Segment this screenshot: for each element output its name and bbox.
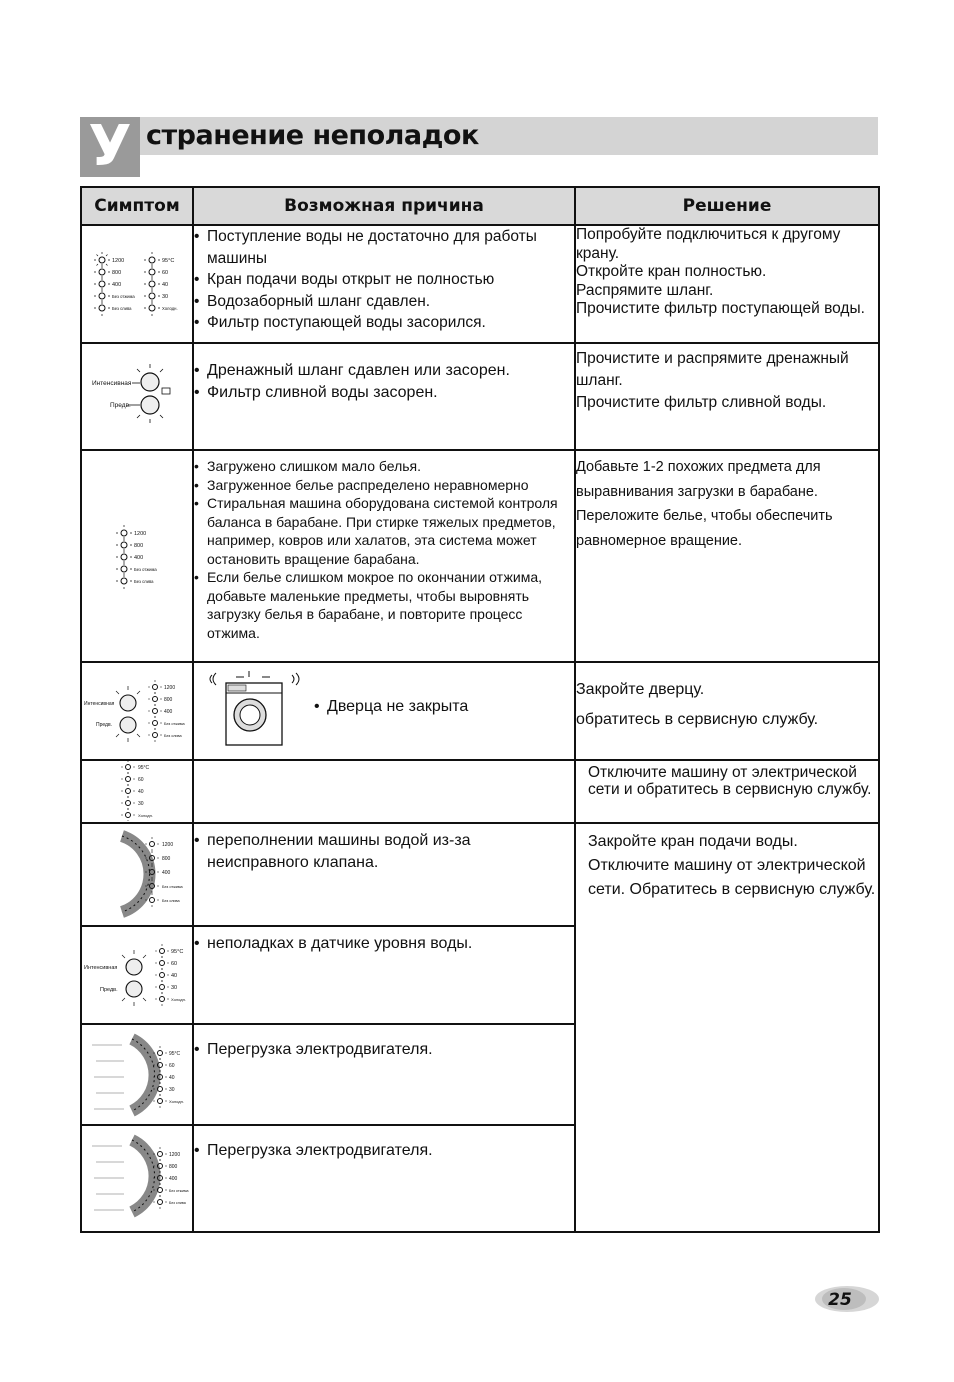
cause-item: • Дверца не закрыта (314, 697, 468, 717)
solution-line: обратитесь в сервисную службу. (576, 711, 819, 728)
table-row (81, 823, 879, 926)
cause-cell (193, 1024, 575, 1125)
led-label: 40 (169, 1075, 175, 1081)
cause-item: • Фильтр сливной воды засорен. (194, 382, 574, 404)
led-label: Холодн. (138, 813, 153, 818)
solution-line: Распрямите шланг. (576, 281, 714, 299)
led-label: 60 (162, 270, 169, 276)
led-label: 30 (169, 1087, 175, 1093)
dial-led-indicator-icon (82, 824, 190, 924)
page-title: странение неполадок (146, 120, 479, 151)
cause-cell (193, 1125, 575, 1232)
button-label: Интенсивная (84, 965, 118, 971)
led-label: 60 (138, 777, 144, 783)
symptom-cell (81, 343, 193, 450)
led-label: 400 (162, 870, 171, 876)
page-number: 25 (828, 1290, 852, 1310)
button-label: Предв. (100, 987, 118, 993)
dial-spin-icon (82, 1126, 190, 1226)
solution-line: Отключите машину от электрической сети. Обратитесь в сервисную службу. (588, 857, 876, 898)
led-label: Без отжима (134, 567, 157, 572)
led-column-left (94, 252, 110, 316)
symptom-cell (81, 1024, 193, 1125)
solution-line: Прочистите фильтр сливной воды. (576, 394, 827, 411)
led-label: 1200 (164, 685, 176, 691)
solution-line: Переложите белье, чтобы обеспечить равномерное вращение. (576, 508, 833, 549)
table-row (81, 225, 879, 343)
header-cause: Возможная причина (193, 187, 575, 225)
cause-item: • Поступление воды не достаточно для работы машины (194, 226, 574, 269)
dial-temperature-icon (82, 1025, 190, 1123)
led-label: 40 (162, 282, 169, 288)
led-label: Холодн. (169, 1099, 184, 1104)
led-label: Без отжима (164, 722, 185, 726)
symptom-cell (81, 662, 193, 760)
solution-cell (575, 450, 879, 662)
led-label: 95°C (169, 1051, 181, 1057)
led-label: 60 (169, 1063, 175, 1069)
cause-cell (193, 343, 575, 450)
solution-line: Откройте кран полностью. (576, 263, 767, 280)
led-label: 400 (112, 282, 122, 288)
led-column-right (144, 252, 160, 316)
led-label: 800 (169, 1164, 178, 1170)
led-label: Без слива (164, 734, 182, 738)
solution-line: Попробуйте подключиться к другому крану. (576, 226, 841, 262)
led-label: 400 (169, 1176, 178, 1182)
title-initial-letter: У (80, 117, 140, 177)
led-label: Без отжима (169, 1189, 189, 1193)
solution-line: Отключите машину от электрической сети и обратитесь в сервисную службу. (588, 764, 872, 798)
page-number-badge (814, 1284, 880, 1314)
led-label: 400 (134, 555, 144, 561)
cause-cell (193, 450, 575, 662)
solution-line: Прочистите фильтр поступающей воды. (576, 300, 865, 317)
cause-item: • Кран подачи воды открыт не полностью (194, 269, 574, 291)
table-row (81, 450, 879, 662)
led-indicator-icon (82, 451, 190, 659)
table-row (81, 662, 879, 760)
led-label: 30 (138, 801, 144, 807)
button-label: Интенсивная (84, 701, 115, 707)
cause-item: • Если белье слишком мокрое по окончании отжима, добавьте маленькие предметы, чтобы выровнять загрузку белья в барабане, и повторите процесс отжима. (194, 568, 574, 642)
cause-item: • Стиральная машина оборудована системой контроля баланса в барабане. При стирке тяжелых предметов, например, ковров или халатов, эта система может остановить вращение барабана. (194, 494, 574, 568)
header-solution: Решение (575, 187, 879, 225)
button-label: Предв. (96, 722, 113, 728)
symptom-cell (81, 823, 193, 926)
cause-cell (193, 926, 575, 1024)
symptom-cell (81, 760, 193, 823)
symptom-cell (81, 926, 193, 1024)
led-label: 800 (112, 270, 122, 276)
led-label: Без отжима (112, 294, 135, 299)
led-label: 60 (171, 961, 178, 967)
led-label: 30 (171, 985, 178, 991)
led-label: 1200 (112, 258, 125, 264)
table-header-row (81, 187, 879, 225)
cause-item: • Перегрузка электродвигателя. (194, 1039, 574, 1061)
led-label: 800 (162, 856, 171, 862)
led-label: 95°C (171, 949, 184, 955)
cause-cell (193, 225, 575, 343)
solution-cell (575, 662, 879, 760)
temperature-led-icon (82, 761, 190, 821)
solution-line: Закройте дверцу. (576, 681, 705, 698)
led-label: Холодн. (162, 306, 178, 311)
led-label: Холодн. (171, 997, 186, 1002)
header-symptom: Симптом (81, 187, 193, 225)
solution-line: Прочистите и распрямите дренажный шланг. (576, 350, 849, 389)
cause-item: • Перегрузка электродвигателя. (194, 1140, 574, 1162)
cause-item: • Водозаборный шланг сдавлен. (194, 291, 574, 313)
cause-item: • переполнении машины водой из-за неисправного клапана. (194, 830, 574, 874)
symptom-cell (81, 450, 193, 662)
cause-item: • неполадках в датчике уровня воды. (194, 933, 574, 955)
cause-item: • Загружено слишком мало белья. (194, 457, 574, 476)
symptom-cell (81, 1125, 193, 1232)
cause-item: • Дренажный шланг сдавлен или засорен. (194, 360, 574, 382)
cause-item: • Фильтр поступающей воды засорился. (194, 312, 574, 334)
solution-cell (575, 343, 879, 450)
washing-machine-icon (202, 669, 312, 749)
solution-cell (575, 225, 879, 343)
cause-cell (193, 662, 575, 760)
led-label: Без слива (162, 899, 180, 903)
led-label: 30 (162, 294, 169, 300)
solution-cell (575, 823, 879, 1232)
cause-item: • Загруженное белье распределено неравномерно (194, 476, 574, 495)
led-label: Без отжима (162, 885, 183, 889)
cause-cell (193, 823, 575, 926)
led-label: 1200 (162, 842, 174, 848)
intensive-prewash-icon (82, 344, 190, 448)
led-label: 40 (171, 973, 178, 979)
solution-line: Добавьте 1-2 похожих предмета для выравнивания загрузки в барабане. (576, 459, 821, 500)
button-label: Интенсивная (92, 380, 132, 387)
led-label: 400 (164, 709, 173, 715)
led-label: Без слива (169, 1201, 186, 1205)
symptom-cell (81, 225, 193, 343)
table-row (81, 760, 879, 823)
led-label: 800 (134, 543, 144, 549)
door-led-indicator-icon (82, 663, 190, 757)
led-label: 95°C (138, 765, 150, 771)
solution-line: Закройте кран подачи воды. (588, 833, 798, 850)
troubleshooting-table (80, 186, 880, 1233)
led-indicator-icon (82, 226, 190, 340)
solution-cell (575, 760, 879, 823)
cause-cell-empty (193, 760, 575, 823)
led-label: 1200 (169, 1152, 181, 1158)
led-label: 40 (138, 789, 144, 795)
intensive-temperature-icon (82, 927, 190, 1023)
led-label: 1200 (134, 531, 147, 537)
led-label: Без слива (134, 579, 154, 584)
table-row (81, 343, 879, 450)
led-label: 800 (164, 697, 173, 703)
led-label: 95°C (162, 258, 175, 264)
led-label: Без слива (112, 306, 132, 311)
button-label: Предв. (110, 402, 131, 409)
